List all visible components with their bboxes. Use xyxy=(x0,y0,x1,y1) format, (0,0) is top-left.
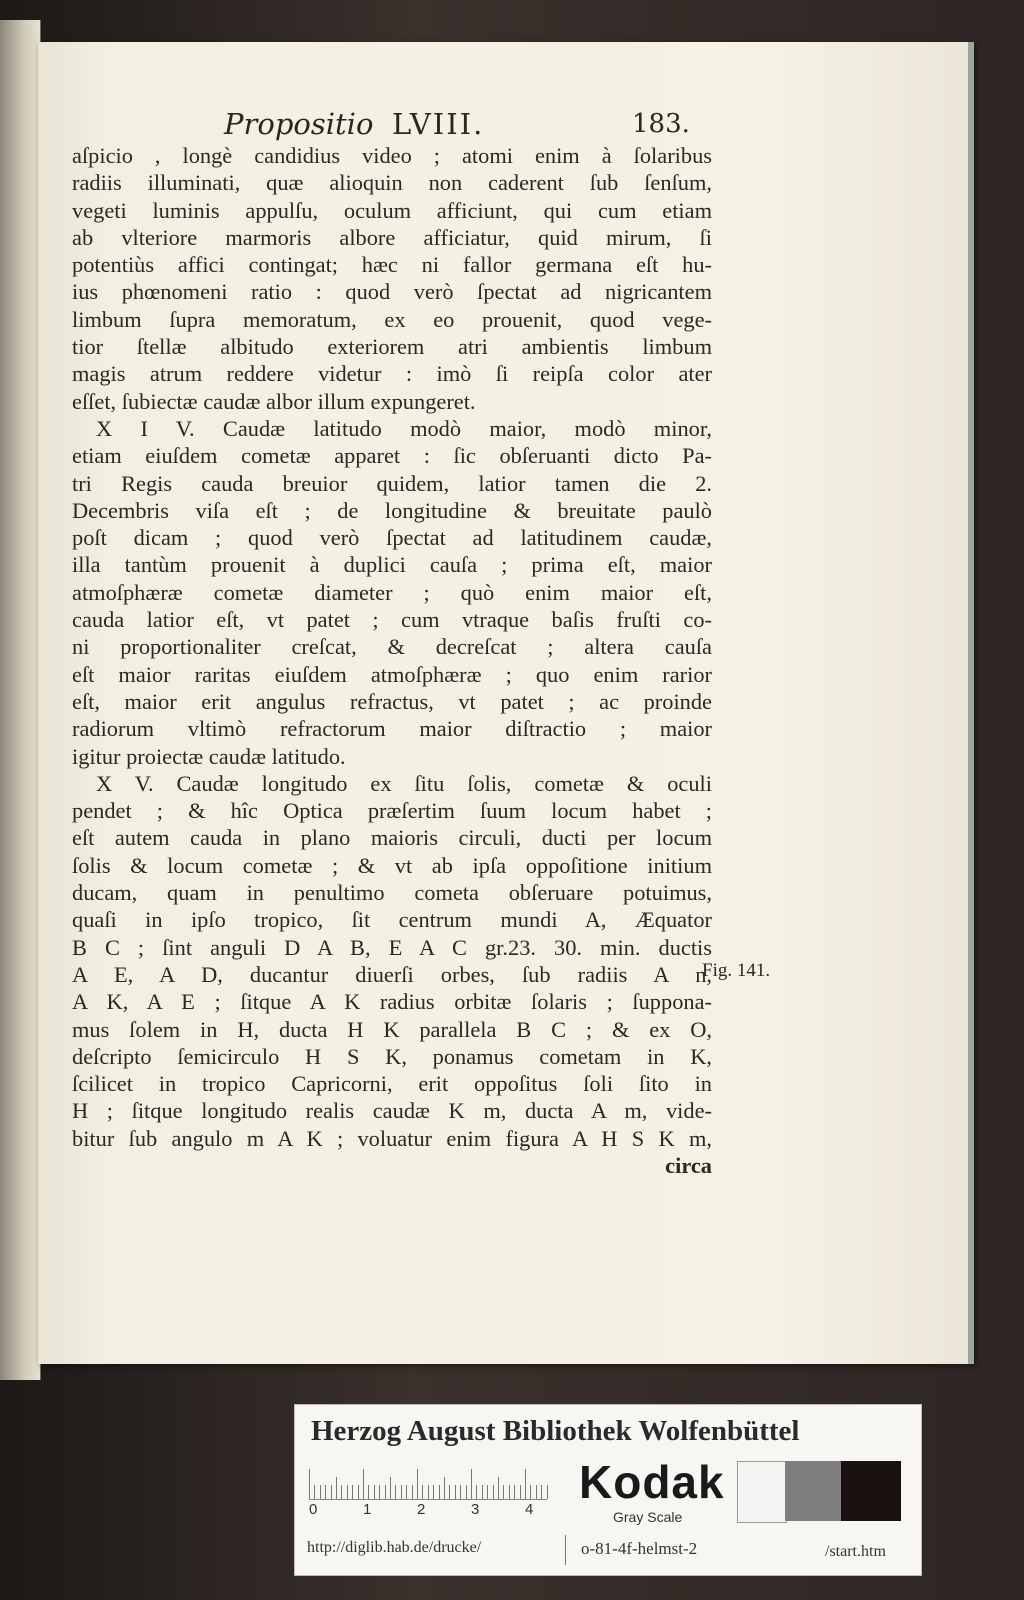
ruler-tick xyxy=(428,1485,429,1499)
ruler-tick xyxy=(341,1485,342,1499)
text-line: vegeti luminis appulſu, oculum afficiunt, qui cum etiam xyxy=(72,197,712,223)
ruler-tick xyxy=(417,1469,418,1499)
ruler-tick xyxy=(314,1485,315,1499)
text-line: etiam eiuſdem cometæ apparet : ſic obſeruanti dicto Pa- xyxy=(72,443,712,469)
ruler-tick xyxy=(449,1485,450,1499)
text-line: aſpicio , longè candidius video ; atomi enim à ſolaribus xyxy=(72,143,712,168)
text-line: radiorum vltimò refractorum maior diſtractio ; maior xyxy=(72,716,712,742)
margin-note-figure: Fig. 141. xyxy=(702,960,771,981)
measurement-ruler xyxy=(309,1463,547,1500)
text-line: A E, A D, ducantur diuerſi orbes, ſub radiis A n, xyxy=(72,961,712,987)
url-separator xyxy=(565,1535,566,1565)
kodak-logo: Kodak xyxy=(579,1456,725,1508)
ruler-tick xyxy=(439,1485,440,1499)
ruler-tick xyxy=(401,1485,402,1499)
text-line: ni proportionaliter creſcat, & decreſcat ; altera cauſa xyxy=(72,634,712,660)
ruler-number-1: 1 xyxy=(363,1501,372,1518)
ruler-tick xyxy=(385,1485,386,1499)
ruler-tick xyxy=(325,1485,326,1499)
running-head xyxy=(220,105,690,145)
ruler-tick xyxy=(309,1469,310,1499)
text-line: ducam, quam in penultimo cometa obſeruare potuimus, xyxy=(72,880,712,906)
ruler-tick xyxy=(525,1469,526,1499)
text-line: eſt maior raritas eiuſdem atmoſphæræ ; quo enim rarior xyxy=(72,661,712,687)
ruler-tick xyxy=(509,1485,510,1499)
library-name: Herzog August Bibliothek Wolfenbüttel xyxy=(311,1415,800,1447)
text-line: tior ſtellæ albitudo exteriorem atri ambientis limbum xyxy=(72,334,712,360)
text-line: cauda latior eſt, vt patet ; cum vtraque baſis fruſti co- xyxy=(72,607,712,633)
ruler-tick xyxy=(374,1485,375,1499)
ruler-tick xyxy=(493,1485,494,1499)
text-line: bitur ſub angulo m A K ; voluatur enim figura A H S K m, xyxy=(72,1125,712,1151)
catchword: circa xyxy=(665,1152,712,1178)
archive-label-card xyxy=(294,1404,922,1576)
text-line: igitur proiectæ caudæ latitudo. xyxy=(72,743,346,769)
page-number: 183. xyxy=(632,109,690,139)
ruler-tick xyxy=(379,1485,380,1499)
ruler-tick xyxy=(412,1485,413,1499)
ruler-tick xyxy=(547,1485,548,1499)
body-text xyxy=(72,142,712,1179)
swatch-white xyxy=(737,1461,787,1523)
running-head-title: Propositio xyxy=(224,107,374,141)
ruler-tick xyxy=(520,1485,521,1499)
ruler-tick xyxy=(336,1477,337,1499)
text-line: eſt, maior erit angulus refractus, vt patet ; ac proinde xyxy=(72,688,712,714)
text-line: H ; ſitque longitudo realis caudæ K m, ducta A m, vide- xyxy=(72,1098,712,1124)
ruler-tick xyxy=(433,1485,434,1499)
text-line: B C ; ſint anguli D A B, E A C gr.23. 30. min. ductis xyxy=(72,934,712,960)
ruler-tick xyxy=(530,1485,531,1499)
text-line: Decembris viſa eſt ; de longitudine & breuitate paulò xyxy=(72,497,712,523)
ruler-tick xyxy=(498,1477,499,1499)
ruler-tick xyxy=(363,1469,364,1499)
text-line: atmoſphæræ cometæ diameter ; quò enim maior eſt, xyxy=(72,579,712,605)
text-line: ab vlteriore marmoris albore afficiatur, quid mirum, ſi xyxy=(72,224,712,250)
ruler-tick xyxy=(390,1477,391,1499)
text-line: potentiùs affici contingat; hæc ni fallor germana eſt hu- xyxy=(72,252,712,278)
ruler-tick xyxy=(476,1485,477,1499)
ruler-tick xyxy=(358,1485,359,1499)
text-line: deſcripto ſemicirculo H S K, ponamus cometam in K, xyxy=(72,1043,712,1069)
text-line: poſt dicam ; quod verò ſpectat ad latitudinem caudæ, xyxy=(72,525,712,551)
ruler-tick xyxy=(406,1485,407,1499)
ruler-number-4: 4 xyxy=(525,1501,534,1518)
text-line: X I V. Caudæ latitudo modò maior, modò minor, xyxy=(96,415,712,441)
text-line: eſſet, ſubiectæ caudæ albor illum expungeret. xyxy=(72,388,476,414)
ruler-tick xyxy=(536,1485,537,1499)
ruler-tick xyxy=(455,1485,456,1499)
text-line: ſolis & locum cometæ ; & vt ab ipſa oppoſitione initium xyxy=(72,852,712,878)
facing-page-edge xyxy=(0,20,41,1380)
ruler-tick xyxy=(471,1469,472,1499)
ruler-tick xyxy=(422,1485,423,1499)
ruler-tick xyxy=(541,1485,542,1499)
ruler-number-3: 3 xyxy=(471,1501,480,1518)
ruler-tick xyxy=(347,1485,348,1499)
running-head-proposition-number: LVIII. xyxy=(392,107,485,141)
ruler-tick xyxy=(352,1485,353,1499)
swatch-black xyxy=(841,1461,901,1521)
text-line: X V. Caudæ longitudo ex ſitu ſolis, cometæ & oculi xyxy=(96,770,712,796)
shelfmark: o-81-4f-helmst-2 xyxy=(581,1539,698,1558)
text-line: tri Regis cauda breuior quidem, latior tamen die 2. xyxy=(72,470,712,496)
ruler-tick xyxy=(460,1485,461,1499)
ruler-tick xyxy=(514,1485,515,1499)
text-line: illa tantùm prouenit à duplici cauſa ; prima eſt, maior xyxy=(72,552,712,578)
text-line: pendet ; & hîc Optica præſertim ſuum locum habet ; xyxy=(72,798,712,824)
text-line: quaſi in ipſo tropico, ſit centrum mundi A, Æquator xyxy=(72,907,712,933)
ruler-tick xyxy=(482,1485,483,1499)
ruler-tick xyxy=(487,1485,488,1499)
ruler-tick xyxy=(444,1477,445,1499)
swatch-gray xyxy=(785,1461,841,1521)
url-prefix: http://diglib.hab.de/drucke/ xyxy=(307,1539,482,1556)
url-suffix: /start.htm xyxy=(825,1543,886,1560)
ruler-number-2: 2 xyxy=(417,1501,426,1518)
text-line: radiis illuminati, quæ alioquin non caderent ſub ſenſum, xyxy=(72,170,712,196)
ruler-tick xyxy=(331,1485,332,1499)
gray-scale-label: Gray Scale xyxy=(613,1509,683,1525)
ruler-tick xyxy=(395,1485,396,1499)
text-line: magis atrum reddere videtur : imò ſi reipſa color ater xyxy=(72,361,712,387)
ruler-tick xyxy=(368,1485,369,1499)
text-line: mus ſolem in H, ducta H K parallela B C ; & ex O, xyxy=(72,1016,712,1042)
ruler-number-0: 0 xyxy=(309,1501,318,1518)
ruler-tick xyxy=(320,1485,321,1499)
text-line: A K, A E ; ſitque A K radius orbitæ ſolaris ; ſuppona- xyxy=(72,989,712,1015)
text-line: ſcilicet in tropico Capricorni, erit oppoſitus ſoli ſito in xyxy=(72,1071,712,1097)
ruler-tick xyxy=(503,1485,504,1499)
text-line: eſt autem cauda in plano maioris circuli, ducti per locum xyxy=(72,825,712,851)
text-line: ius phœnomeni ratio : quod verò ſpectat ad nigricantem xyxy=(72,279,712,305)
ruler-tick xyxy=(466,1485,467,1499)
text-line: limbum ſupra memoratum, ex eo prouenit, quod vege- xyxy=(72,306,712,332)
